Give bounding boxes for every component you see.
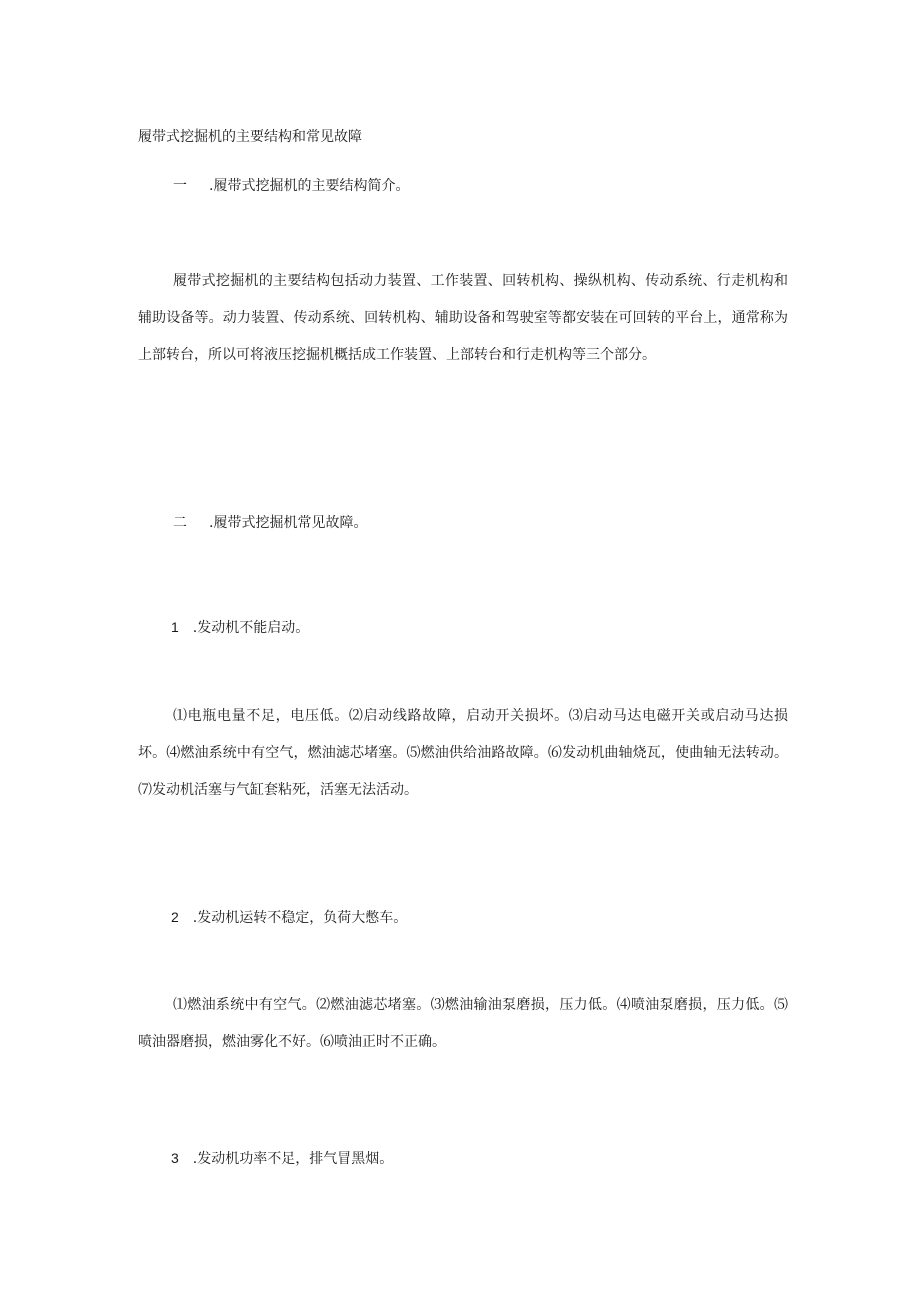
- section2-heading: [173, 512, 367, 533]
- item1-paragraph: ⑴电瓶电量不足，电压低。⑵启动线路故障，启动开关损坏。⑶启动马达电磁开关或启动马达损坏。⑷燃油系统中有空气，燃油滤芯堵塞。⑸燃油供给油路故障。⑹发动机曲轴烧瓦，使曲轴无法转动。⑺发动机活塞与气缸套粘死，活塞无法活动。: [138, 708, 788, 798]
- item1-heading-text: .发动机不能启动。: [192, 620, 310, 636]
- item1-heading: [171, 617, 309, 638]
- section1-number: 一: [173, 177, 187, 193]
- item2-heading: [171, 907, 407, 928]
- item2-paragraph: ⑴燃油系统中有空气。⑵燃油滤芯堵塞。⑶燃油输油泵磨损，压力低。⑷喷油泵磨损，压力低。⑸喷油器磨损，燃油雾化不好。⑹喷油正时不正确。: [138, 997, 788, 1050]
- item1-number: 1: [171, 619, 179, 635]
- section2-number: 二: [173, 514, 187, 530]
- item3-heading: [171, 1148, 393, 1169]
- section1-heading: [173, 175, 409, 196]
- section2-heading-text: .履带式挖掘机常见故障。: [209, 515, 368, 531]
- item3-number: 3: [171, 1150, 179, 1166]
- document-title: 履带式挖掘机的主要结构和常见故障: [138, 129, 362, 145]
- item3-heading-text: .发动机功率不足，排气冒黑烟。: [192, 1151, 394, 1167]
- section1-paragraph: 履带式挖掘机的主要结构包括动力装置、工作装置、回转机构、操纵机构、传动系统、行走机构和辅助设备等。动力装置、传动系统、回转机构、辅助设备和驾驶室等都安装在可回转的平台上，通常称为上部转台，所以可将液压挖掘机概括成工作装置、上部转台和行走机构等三个部分。: [138, 273, 788, 363]
- item2-number: 2: [171, 909, 179, 925]
- section1-heading-text: .履带式挖掘机的主要结构简介。: [209, 178, 410, 194]
- item2-heading-text: .发动机运转不稳定，负荷大憋车。: [192, 910, 408, 926]
